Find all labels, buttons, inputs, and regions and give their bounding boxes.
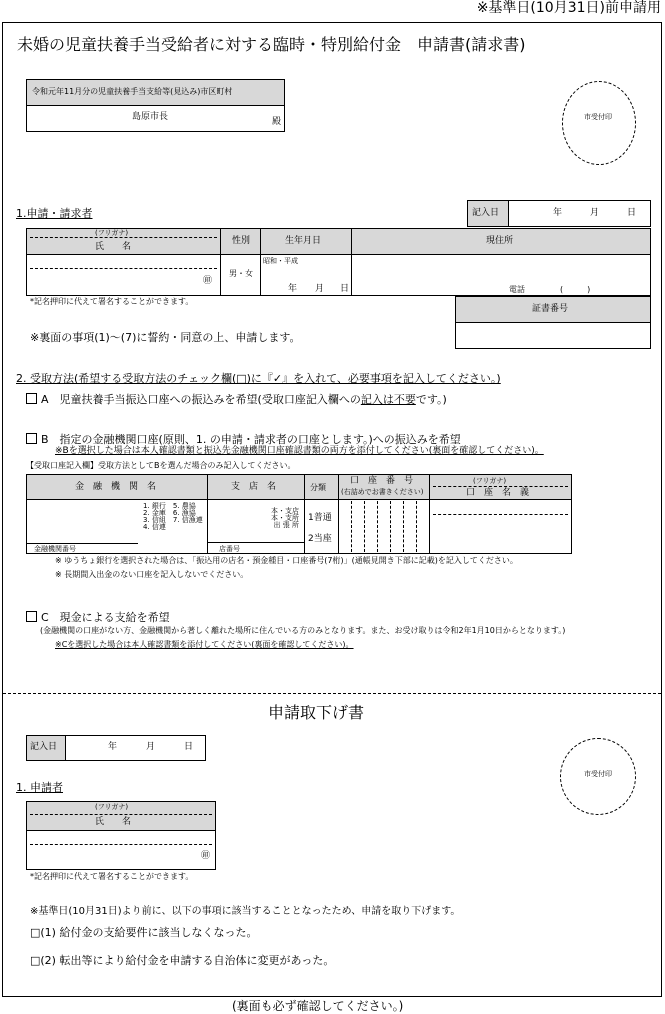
bank-types <box>143 503 203 531</box>
seal-mark: ㊞ <box>203 276 213 286</box>
date-year: 年 <box>553 208 563 218</box>
header-note: ※基準日(10月31日)前申請用 <box>476 0 661 16</box>
bank-type-4: 4. 信連 <box>143 523 166 531</box>
era-label: 昭和・平成 <box>263 257 298 265</box>
stamp-label: 市受付印 <box>584 113 612 121</box>
option-a-emphasis: 記入は不要 <box>360 393 416 406</box>
address-input[interactable] <box>351 254 651 296</box>
gender-label: 性別 <box>232 236 251 246</box>
form-title: 未婚の児童扶養手当受給者に対する臨時・特別給付金 申請書(請求書) <box>17 35 526 54</box>
bank-type-3: 3. 信組 7. 信漁連 <box>143 516 203 524</box>
bank-name-label: 金 融 機 関 名 <box>75 482 157 492</box>
gender-value: 男・女 <box>229 269 253 278</box>
withdrawal-furigana-label: (フリガナ) <box>95 803 129 811</box>
account-number-label: 口 座 番 号 <box>350 476 414 486</box>
cert-label: 証書番号 <box>532 304 569 314</box>
birth-day: 日 <box>340 284 350 294</box>
stamp-label-2: 市受付印 <box>584 770 612 778</box>
holder-furigana-label: (フリガナ) <box>473 477 507 485</box>
name-input[interactable] <box>26 254 221 296</box>
pledge: ※裏面の事項(1)〜(7)に誓約・同意の上、申請します。 <box>30 331 301 344</box>
bank-type-1: 1. 銀行 5. 農協 <box>143 502 196 510</box>
address-label: 現住所 <box>486 236 514 246</box>
cut-line <box>3 693 661 694</box>
withdrawal-reason-1[interactable]: □(1) 給付金の支給要件に該当しなくなった。 <box>30 926 258 939</box>
phone-label: 電話 <box>509 285 525 294</box>
cert-input[interactable] <box>455 322 651 349</box>
withdrawal-date-day: 日 <box>184 742 194 752</box>
option-a[interactable] <box>26 393 447 405</box>
withdrawal-date-year: 年 <box>108 742 118 752</box>
mayor-name: 島原市長 <box>132 112 169 122</box>
birth-label: 生年月日 <box>285 236 322 246</box>
withdrawal-sign-note: *記名押印に代えて署名することができます。 <box>30 872 194 881</box>
right-justify-note: (右詰めでお書きください) <box>341 488 424 496</box>
option-b-checkbox[interactable] <box>26 433 37 444</box>
footer-note: (裏面も必ず確認してください。) <box>232 999 404 1013</box>
branch-code-label: 店番号 <box>219 545 240 553</box>
honorific: 殿 <box>272 117 282 127</box>
account-type-2: 2当座 <box>308 534 332 544</box>
dormant-note: ※ 長期間入出金のない口座を記入しないでください。 <box>55 570 249 579</box>
option-b-text: B 指定の金融機関口座(原則、1. の申請・請求者の口座とします。)への振込みを希望 <box>41 433 461 446</box>
name-label: 氏 名 <box>95 242 132 252</box>
bank-code-label: 金融機関番号 <box>34 545 76 553</box>
branch-type-2: 本・支所 <box>271 514 299 522</box>
option-a-checkbox[interactable] <box>26 393 37 404</box>
option-c-checkbox[interactable] <box>26 611 37 622</box>
date-month: 月 <box>590 208 600 218</box>
stamp-circle <box>562 81 636 165</box>
branch-label: 支 店 名 <box>231 482 277 492</box>
withdrawal-reason-2[interactable]: □(2) 転出等により給付金を申請する自治体に変更があった。 <box>30 954 335 967</box>
withdrawal-name-label: 氏 名 <box>95 817 132 827</box>
account-caption: 【受取口座記入欄】受取方法としてBを選んだ場合のみ記入してください。 <box>26 461 296 470</box>
branch-type-1: 本・支店 <box>271 507 299 515</box>
sign-note: *記名押印に代えて署名することができます。 <box>30 297 194 306</box>
furigana-label: (フリガナ) <box>95 229 129 237</box>
option-b[interactable] <box>26 433 461 445</box>
branch-types <box>271 508 299 529</box>
withdrawal-statement: ※基準日(10月31日)より前に、以下の事項に該当することとなったため、申請を取り下げます。 <box>30 906 461 917</box>
withdrawal-heading: 1. 申請者 <box>16 781 63 794</box>
yucho-note: ※ ゆうちょ銀行を選択された場合は、「振込用の店名・預金種目・口座番号(7桁)」(通帳見開き下部に記載)を記入してください。 <box>55 556 518 565</box>
phone-parens: ( ) <box>560 285 591 294</box>
date-label: 記入日 <box>472 208 500 218</box>
section1-heading: 1.申請・請求者 <box>16 207 93 220</box>
option-c[interactable] <box>26 611 170 623</box>
date-day: 日 <box>627 208 637 218</box>
birth-year: 年 <box>288 284 298 294</box>
account-type-input[interactable] <box>304 499 339 554</box>
birth-month: 月 <box>315 284 325 294</box>
withdrawal-name-input[interactable] <box>26 830 216 870</box>
option-c-detail: (金融機関の口座がない方、金融機関から著しく離れた場所に住んでいる方のみとなります。また、お受け取りは令和2年1月10日からとなります。) <box>40 626 566 635</box>
holder-input[interactable] <box>429 499 572 554</box>
withdrawal-seal-mark: ㊞ <box>201 851 211 861</box>
option-a-tail: です。) <box>415 393 447 406</box>
option-a-text: A 児童扶養手当振込口座への振込みを希望(受取口座記入欄への <box>41 393 361 406</box>
addressee-heading: 令和元年11月分の児童扶養手当支給等(見込み)市区町村 <box>32 87 233 96</box>
account-type-1: 1普通 <box>308 513 332 523</box>
withdrawal-title: 申請取下げ書 <box>268 703 365 722</box>
type-label: 分類 <box>310 483 326 492</box>
section2-heading: 2. 受取方法(希望する受取方法のチェック欄(□)に『✓』を入れて、必要事項を記入してください。) <box>16 372 501 385</box>
withdrawal-date-month: 月 <box>146 742 156 752</box>
option-c-text: C 現金による支給を希望 <box>41 611 170 624</box>
option-c-note: ※Cを選択した場合は本人確認書類を添付してください(裏面を確認してください)。 <box>55 640 354 649</box>
option-b-note: ※Bを選択した場合は本人確認書類と振込先金融機関口座確認書類の両方を添付してください(裏面を確認してください)。 <box>55 446 544 456</box>
holder-name-label: 口 座 名 義 <box>466 488 530 498</box>
withdrawal-date-label: 記入日 <box>30 742 58 752</box>
branch-type-3: 出 張 所 <box>273 521 299 529</box>
bank-type-2: 2. 金庫 6. 漁協 <box>143 509 196 517</box>
